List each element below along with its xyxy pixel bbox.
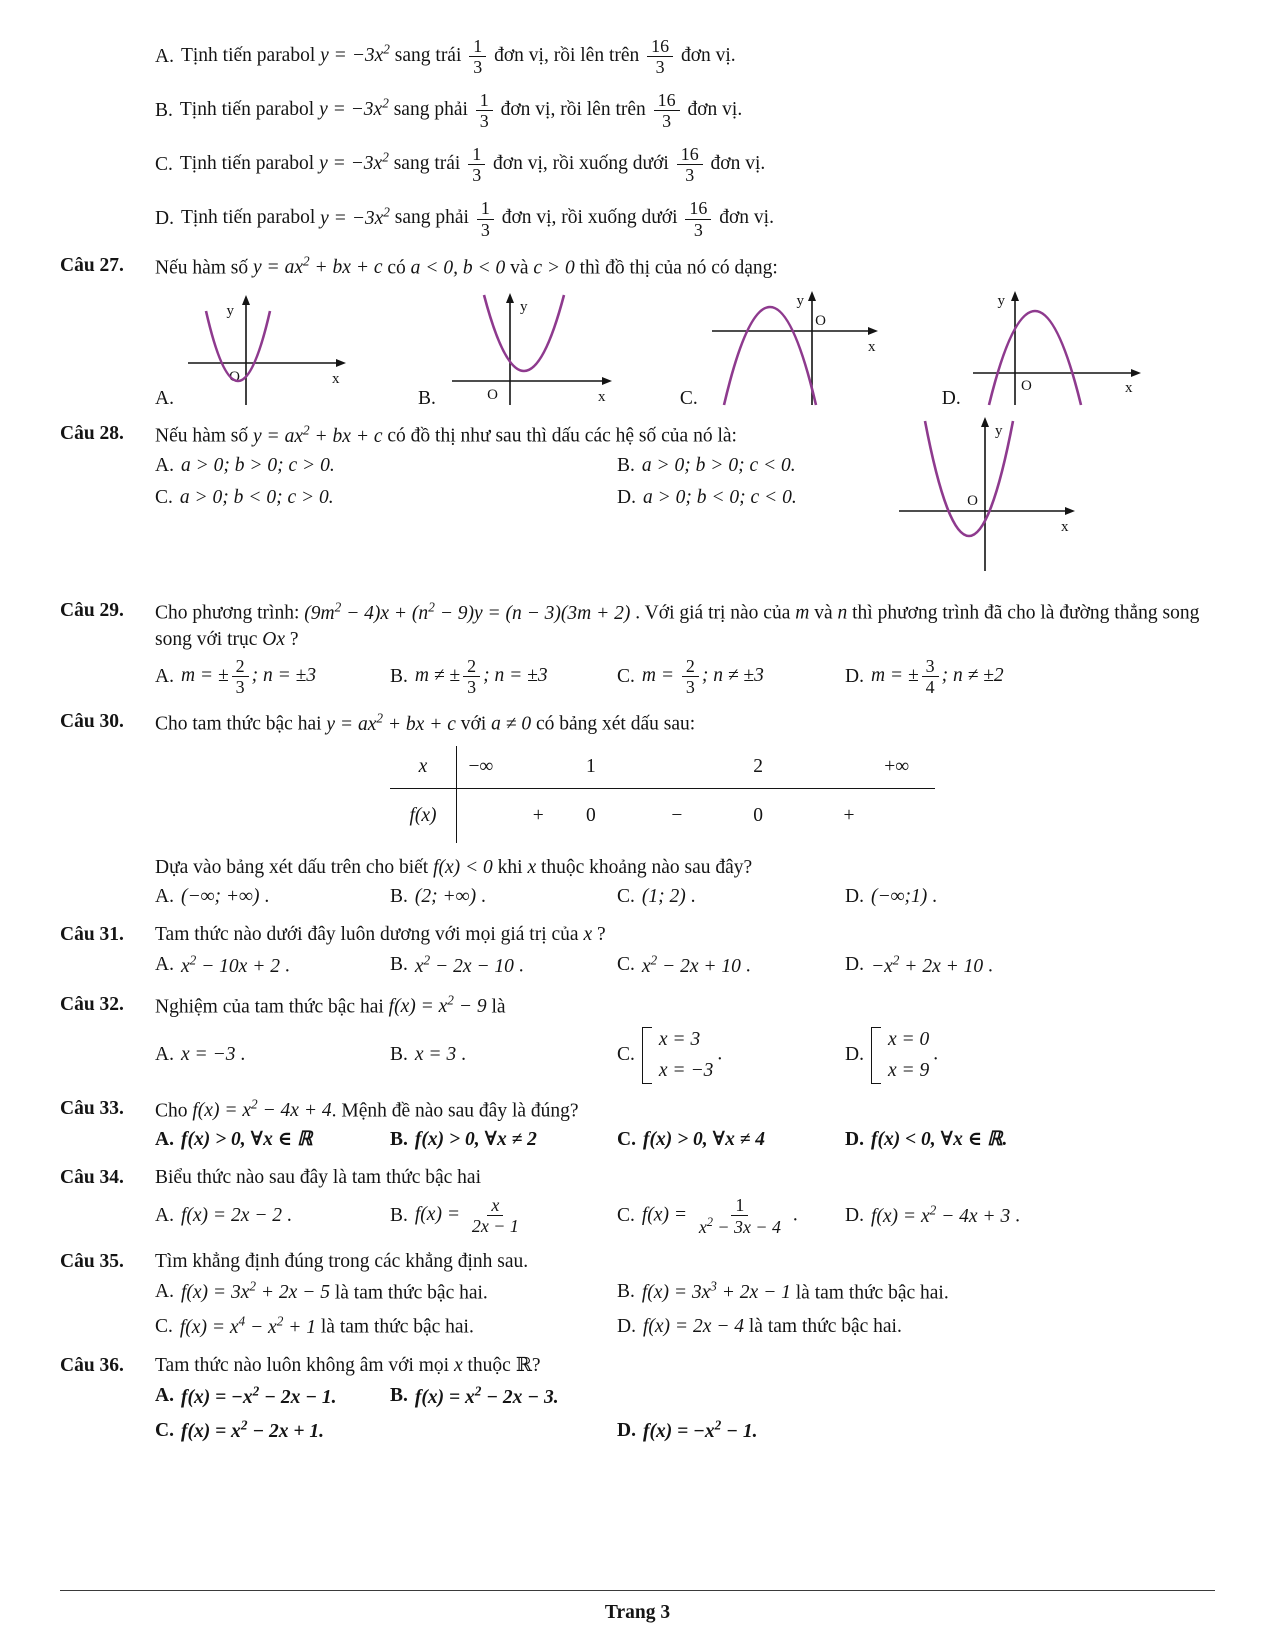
option-label: A. xyxy=(155,1129,174,1151)
axis-label-o: O xyxy=(814,313,826,330)
option-text: $f(x) = x^2 - 2x + 1$. xyxy=(180,1417,324,1443)
question-number: Câu 29. xyxy=(60,600,124,622)
question-number: Câu 32. xyxy=(60,993,124,1015)
option-text: x = −3 . xyxy=(180,1044,246,1066)
parabola-curve xyxy=(724,307,816,405)
question-26-options xyxy=(60,36,1215,240)
option-label: C. xyxy=(155,487,173,508)
option-text: m ≠ ± $\frac{2}{3}$ ; n = ±3 xyxy=(414,656,548,698)
option-label: D. xyxy=(845,1129,864,1151)
option-c xyxy=(155,144,1215,185)
option-d xyxy=(845,881,1215,913)
option-a xyxy=(155,1379,390,1414)
option-label: C. xyxy=(155,153,173,175)
option-text: $f(x) = -x^2 - 1$. xyxy=(642,1417,758,1443)
question-number: Câu 35. xyxy=(60,1250,124,1272)
option-d xyxy=(845,1024,1215,1086)
option-text: f(x) < 0, ∀x ∈ ℝ. xyxy=(870,1129,1008,1151)
question-text: Tam thức nào dưới đây luôn dương với mọi giá trị của x ? xyxy=(155,924,606,946)
parabola-graph-b xyxy=(438,287,628,412)
question-28 xyxy=(60,421,1215,589)
option-text: f(x) = 2x − 2 . xyxy=(180,1204,292,1226)
question-text: Cho phương trình: $(9m^2 - 4)x + (n^2 - 9)y = (n - 3)(3m + 2)$ . Với giá trị nào của m và n thì phương trình đã cho là đường thẳng song song với trục Ox ? xyxy=(155,599,1200,650)
option-text: $x^2 - 10x + 2$ . xyxy=(180,952,290,977)
option-text: $f(x) = x^2 - 4x + 3$ . xyxy=(870,1202,1020,1227)
option-b xyxy=(390,1192,617,1239)
option-text: m = ± $\frac{3}{4}$ ; n ≠ ±2 xyxy=(870,656,1004,698)
option-b xyxy=(390,1379,1215,1414)
q36-options-row-2 xyxy=(155,1414,1215,1449)
question-31 xyxy=(60,922,1215,983)
question-text: Nếu hàm số $y = ax^2$ + bx + c có a < 0, b < 0 và c > 0 thì đồ thị của nó có dạng: xyxy=(155,253,778,279)
option-label: D. xyxy=(845,1044,864,1066)
question-text: Cho $f(x) = x^2 - 4x + 4$. Mệnh đề nào sau đây là đúng? xyxy=(155,1096,579,1122)
option-label: C. xyxy=(617,1129,636,1151)
option-label: A. xyxy=(155,454,174,476)
q36-options-row-1 xyxy=(155,1379,1215,1414)
option-label: D. xyxy=(617,487,636,508)
question-30 xyxy=(60,709,1215,913)
question-27 xyxy=(60,253,1215,413)
graph-label: B. xyxy=(417,388,436,410)
question-number: Câu 28. xyxy=(60,423,124,445)
option-label: A. xyxy=(155,1281,174,1303)
option-label: C. xyxy=(155,1420,174,1442)
option-c xyxy=(617,653,845,700)
q31-options xyxy=(155,948,1215,983)
question-32 xyxy=(60,992,1215,1087)
option-text: (2; +∞) . xyxy=(414,885,486,907)
question-number: Câu 36. xyxy=(60,1355,124,1377)
option-text: a > 0; b > 0; c < 0. xyxy=(641,454,796,476)
axis-label-x: x xyxy=(1061,519,1069,536)
question-35 xyxy=(60,1249,1215,1344)
option-b xyxy=(390,653,617,700)
option-label: B. xyxy=(617,1281,635,1303)
option-text: $x^2 - 2x + 10$ . xyxy=(641,952,751,977)
option-text: f(x) = 2x − 4 là tam thức bậc hai. xyxy=(642,1315,902,1337)
footer-divider xyxy=(60,1590,1215,1591)
option-text: f(x) = $\frac{x}{2x - 1}$ xyxy=(414,1195,519,1237)
option-a xyxy=(155,653,390,700)
option-c xyxy=(617,881,845,913)
option-label: D. xyxy=(617,1420,636,1442)
option-label: B. xyxy=(390,885,408,907)
question-text: Tam thức nào luôn không âm với mọi x thuộc ℝ? xyxy=(155,1355,541,1377)
option-label: B. xyxy=(390,954,408,976)
option-text: x = 3 x = −3 . xyxy=(642,1027,722,1083)
graph-option-c xyxy=(680,287,890,412)
graph-option-a xyxy=(155,287,366,412)
option-b xyxy=(390,1039,617,1071)
option-label: C. xyxy=(617,1044,635,1066)
option-label: A. xyxy=(155,1044,174,1066)
question-number: Câu 27. xyxy=(60,254,124,276)
option-text: (1; 2) . xyxy=(641,885,696,907)
option-label: B. xyxy=(390,665,408,687)
option-label: C. xyxy=(617,954,635,976)
option-d xyxy=(155,198,1215,239)
option-label: A. xyxy=(155,954,174,976)
page-footer xyxy=(60,1590,1215,1626)
option-label: C. xyxy=(155,1315,173,1337)
option-label: B. xyxy=(390,1204,408,1226)
sign-table-f-label: f(x) xyxy=(390,789,457,843)
option-c xyxy=(155,1414,617,1449)
question-29 xyxy=(60,598,1215,700)
option-text: f(x) > 0, ∀x ∈ ℝ xyxy=(180,1129,313,1151)
q33-options xyxy=(155,1124,1215,1156)
option-text: Tịnh tiến parabol $y = -3x^2$ sang phải $\frac{1}{3}$ đơn vị, rồi xuống dưới $\frac{16}{3}$ đơn vị. xyxy=(180,198,774,240)
option-label: A. xyxy=(155,1385,174,1407)
option-c xyxy=(617,1024,845,1086)
option-label: B. xyxy=(390,1129,408,1151)
option-label: D. xyxy=(845,954,864,976)
option-label: D. xyxy=(155,207,174,229)
question-text: Nghiệm của tam thức bậc hai $f(x) = x^2 - 9$ là xyxy=(155,992,506,1018)
option-label: B. xyxy=(617,454,635,476)
q35-options xyxy=(155,1275,1215,1344)
sign-cell: 0 xyxy=(585,804,596,826)
option-text: a > 0; b < 0; c < 0. xyxy=(642,487,797,508)
axis-label-x: x xyxy=(331,371,340,388)
option-a xyxy=(155,450,617,482)
axis-label-y: y xyxy=(519,299,528,316)
option-text: Tịnh tiến parabol $y = -3x^2$ sang phải $\frac{1}{3}$ đơn vị, rồi lên trên $\frac{16}{3}$ đơn vị. xyxy=(179,90,743,132)
sign-cell: −∞ xyxy=(468,755,494,777)
axis-label-o: O xyxy=(967,493,978,510)
axis-label-y: y xyxy=(226,303,234,320)
option-c xyxy=(617,1192,845,1240)
option-b xyxy=(390,881,617,913)
option-c xyxy=(155,482,617,514)
sign-cell: 1 xyxy=(585,755,596,777)
question-text: Cho tam thức bậc hai $y = ax^2$ + bx + c với a ≠ 0 có bảng xét dấu sau: xyxy=(155,710,696,735)
sign-table-x-label: x xyxy=(390,746,457,788)
q32-options xyxy=(155,1024,1215,1086)
option-a xyxy=(155,881,390,913)
sign-table-f-row xyxy=(390,789,935,843)
option-d xyxy=(617,1414,1215,1449)
option-text: $f(x) = x^4 - x^2 + 1$ là tam thức bậc hai. xyxy=(179,1313,474,1338)
option-text: a > 0; b > 0; c > 0. xyxy=(180,454,335,476)
parabola-graph-c xyxy=(700,287,890,412)
graph-option-d xyxy=(942,287,1153,412)
sign-cell: 2 xyxy=(753,755,763,777)
option-label: D. xyxy=(845,665,864,687)
graph-label: D. xyxy=(941,388,961,410)
option-text: $x^2 - 2x - 10$ . xyxy=(414,952,524,977)
question-number: Câu 31. xyxy=(60,924,124,946)
option-c xyxy=(155,1309,617,1344)
question-text: Tìm khẳng định đúng trong các khẳng định sau. xyxy=(155,1250,529,1272)
option-a xyxy=(155,36,1215,77)
option-text: $f(x) = -x^2 - 2x - 1$. xyxy=(180,1383,337,1408)
sign-cell: + xyxy=(843,804,855,826)
option-b xyxy=(390,1124,617,1156)
option-d xyxy=(845,948,1215,983)
option-label: D. xyxy=(617,1315,636,1337)
axis-label-x: x xyxy=(597,389,606,406)
option-text: (−∞;1) . xyxy=(870,885,938,907)
sign-table-x-row xyxy=(390,746,935,789)
option-text: $f(x) = x^2 - 2x - 3$. xyxy=(414,1383,559,1408)
option-text: a > 0; b < 0; c > 0. xyxy=(179,487,334,508)
q28-parabola-graph xyxy=(885,411,1085,581)
q27-graph-row xyxy=(155,287,1215,412)
option-d xyxy=(845,1198,1215,1233)
option-text: x = 0 x = 9 . xyxy=(871,1027,938,1083)
axis-label-y: y xyxy=(997,293,1005,310)
sign-cell: +∞ xyxy=(884,755,910,777)
question-text: Biểu thức nào sau đây là tam thức bậc hai xyxy=(155,1167,481,1189)
axis-label-o: O xyxy=(487,387,498,404)
q29-options xyxy=(155,653,1215,700)
option-text: Tịnh tiến parabol $y = -3x^2$ sang trái $\frac{1}{3}$ đơn vị, rồi lên trên $\frac{16}{3}$ đơn vị. xyxy=(180,36,736,78)
option-a xyxy=(155,1200,390,1232)
option-label: D. xyxy=(845,1204,864,1226)
sign-cell: − xyxy=(671,804,683,826)
option-label: A. xyxy=(155,45,174,67)
option-text: f(x) = $\frac{1}{x^2 - 3x - 4}$ . xyxy=(641,1194,798,1237)
option-b xyxy=(155,90,1215,131)
graph-label: A. xyxy=(155,388,174,410)
option-text: $-x^2 + 2x + 10$ . xyxy=(870,952,993,977)
sign-table xyxy=(390,746,935,843)
option-d xyxy=(617,1311,1215,1343)
option-text: Tịnh tiến parabol $y = -3x^2$ sang trái $\frac{1}{3}$ đơn vị, rồi xuống dưới $\frac{16}{3}$ đơn vị. xyxy=(179,144,766,186)
axis-label-y: y xyxy=(995,423,1003,440)
option-text: f(x) > 0, ∀x ≠ 2 xyxy=(414,1129,537,1151)
axis-label-o: O xyxy=(1020,378,1032,395)
option-label: B. xyxy=(390,1385,408,1407)
graph-label: C. xyxy=(679,388,698,410)
axis-label-o: O xyxy=(229,369,240,386)
option-a xyxy=(155,948,390,983)
option-a xyxy=(155,1275,617,1310)
option-d xyxy=(845,1124,1215,1156)
option-c xyxy=(617,948,845,983)
parabola-curve xyxy=(989,311,1081,405)
option-text: m = $\frac{2}{3}$ ; n ≠ ±3 xyxy=(641,656,764,698)
question-number: Câu 30. xyxy=(60,711,124,733)
option-label: B. xyxy=(390,1044,408,1066)
parabola-graph-d xyxy=(963,287,1153,412)
axis-label-x: x xyxy=(867,339,876,356)
option-label: A. xyxy=(155,885,174,907)
option-d xyxy=(845,653,1215,700)
q34-options xyxy=(155,1192,1215,1240)
axis-label-x: x xyxy=(1124,380,1133,397)
question-36 xyxy=(60,1353,1215,1448)
question-34 xyxy=(60,1165,1215,1239)
option-b xyxy=(617,1275,1215,1310)
graph-option-b xyxy=(418,287,628,412)
option-label: C. xyxy=(617,665,635,687)
question-subtext: Dựa vào bảng xét dấu trên cho biết f(x) < 0 khi x thuộc khoảng nào sau đây? xyxy=(155,856,753,878)
option-label: B. xyxy=(155,99,173,121)
sign-cell: 0 xyxy=(753,804,763,826)
sign-cell: + xyxy=(532,804,544,826)
option-text: $f(x) = 3x^3 + 2x - 1$ là tam thức bậc hai. xyxy=(641,1278,949,1304)
question-33 xyxy=(60,1096,1215,1157)
page-number: Trang 3 xyxy=(604,1601,671,1623)
option-label: C. xyxy=(617,1204,635,1226)
option-b xyxy=(390,948,617,983)
option-a xyxy=(155,1124,390,1156)
option-text: f(x) > 0, ∀x ≠ 4 xyxy=(642,1129,766,1151)
question-number: Câu 33. xyxy=(60,1097,124,1119)
q30-options xyxy=(155,881,1215,913)
option-text: x = 3 . xyxy=(414,1044,466,1066)
option-a xyxy=(155,1039,390,1071)
question-text: Nếu hàm số $y = ax^2$ + bx + c có đồ thị như sau thì dấu các hệ số của nó là: xyxy=(155,422,737,447)
option-label: D. xyxy=(845,885,864,907)
option-label: A. xyxy=(155,665,174,687)
option-text: (−∞; +∞) . xyxy=(180,885,270,907)
option-label: C. xyxy=(617,885,635,907)
option-text: m = ± $\frac{2}{3}$ ; n = ±3 xyxy=(180,656,317,698)
option-label: A. xyxy=(155,1204,174,1226)
question-number: Câu 34. xyxy=(60,1167,124,1189)
parabola-graph-a xyxy=(176,287,366,412)
axis-label-y: y xyxy=(796,293,804,310)
option-c xyxy=(617,1124,845,1156)
option-text: $f(x) = 3x^2 + 2x - 5$ là tam thức bậc hai. xyxy=(180,1278,488,1304)
